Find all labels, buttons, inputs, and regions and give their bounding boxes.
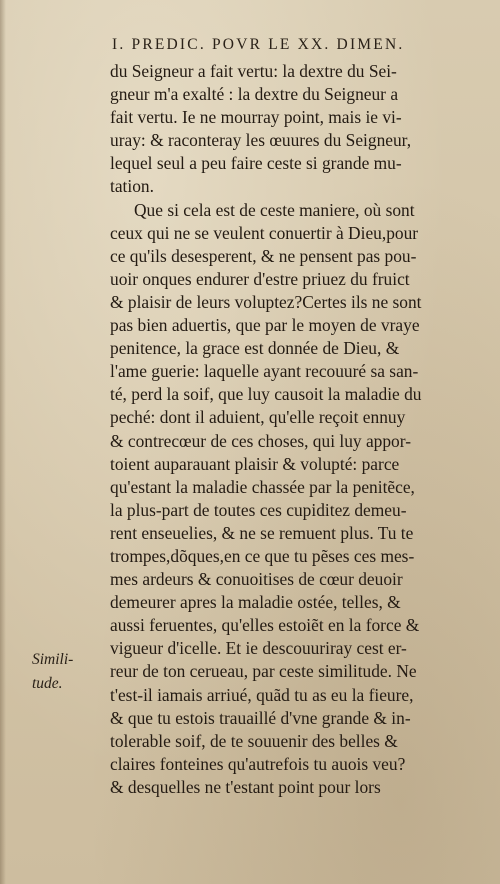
text-line: & contrecœur de ces choses, qui luy appor- [110,430,411,451]
text-line: claires fonteines qu'autrefois tu auois veu? [110,753,406,774]
text-line: ceux qui ne se veulent conuertir à Dieu,pour [110,222,419,243]
text-line: penitence, la grace est donnée de Dieu, & [110,338,400,359]
text-line: uray: & raconteray les œuures du Seigneur, [110,130,412,151]
text-line: t'est-il iamais arriué, quãd tu as eu la fieure, [110,684,414,705]
text-line: rent enseuelies, & ne se remuent plus. Tu te [110,522,414,543]
text-line: vigueur d'icelle. Et ie descouuriray cest er- [110,638,407,659]
text-line: ce qu'ils desesperent, & ne pensent pas pou- [110,245,417,266]
paragraph-start-line: Que si cela est de ceste maniere, où sont [134,199,415,220]
text-line: fait vertu. Ie ne mourray point, mais ie vi- [110,107,402,128]
text-line: reur de ton cerueau, par ceste similitude. Ne [110,661,417,682]
text-line: lequel seul a peu faire ceste si grande mu- [110,153,402,174]
text-line: té, perd la soif, que luy causoit la maladie du [110,384,422,405]
text-line: & desquelles ne t'estant point pour lors [110,776,381,797]
text-line: & plaisir de leurs voluptez?Certes ils ne sont [110,291,422,312]
text-line: demeurer apres la maladie ostée, telles, & [110,592,401,613]
text-line: tation. [110,176,154,197]
text-line: pas bien aduertis, que par le moyen de vraye [110,315,420,336]
margin-note-line: Simili- [32,651,74,668]
body-text [110,60,482,799]
running-head: I. PREDIC. POVR LE XX. DIMEN. [112,36,405,53]
text-line: tolerable soif, de te souuenir des belles & [110,730,398,751]
text-line: trompes,dõques,en ce que tu pẽses ces mes- [110,545,415,566]
page-fold-shadow [0,0,6,884]
text-line: l'ame guerie: laquelle ayant recouuré sa san- [110,361,419,382]
text-line: mes ardeurs & conuoitises de cœur deuoir [110,569,403,590]
text-line: du Seigneur a fait vertu: la dextre du Sei- [110,61,397,81]
margin-note [32,648,98,696]
text-line: gneur m'a exalté : la dextre du Seigneur a [110,84,399,105]
text-line: peché: dont il aduient, qu'elle reçoit ennuy [110,407,406,428]
margin-note-line: tude. [32,675,63,692]
text-line: toient auparauant plaisir & volupté: parce [110,453,400,474]
text-line: uoir onques endurer d'estre priuez du fruict [110,268,410,289]
text-line: aussi feruentes, qu'elles estoiẽt en la force & [110,615,420,636]
text-line: la plus-part de toutes ces cupiditez demeu- [110,499,407,520]
text-line: qu'estant la maladie chassée par la penitẽce, [110,476,415,497]
text-line: & que tu estois trauaillé d'vne grande & in- [110,707,411,728]
